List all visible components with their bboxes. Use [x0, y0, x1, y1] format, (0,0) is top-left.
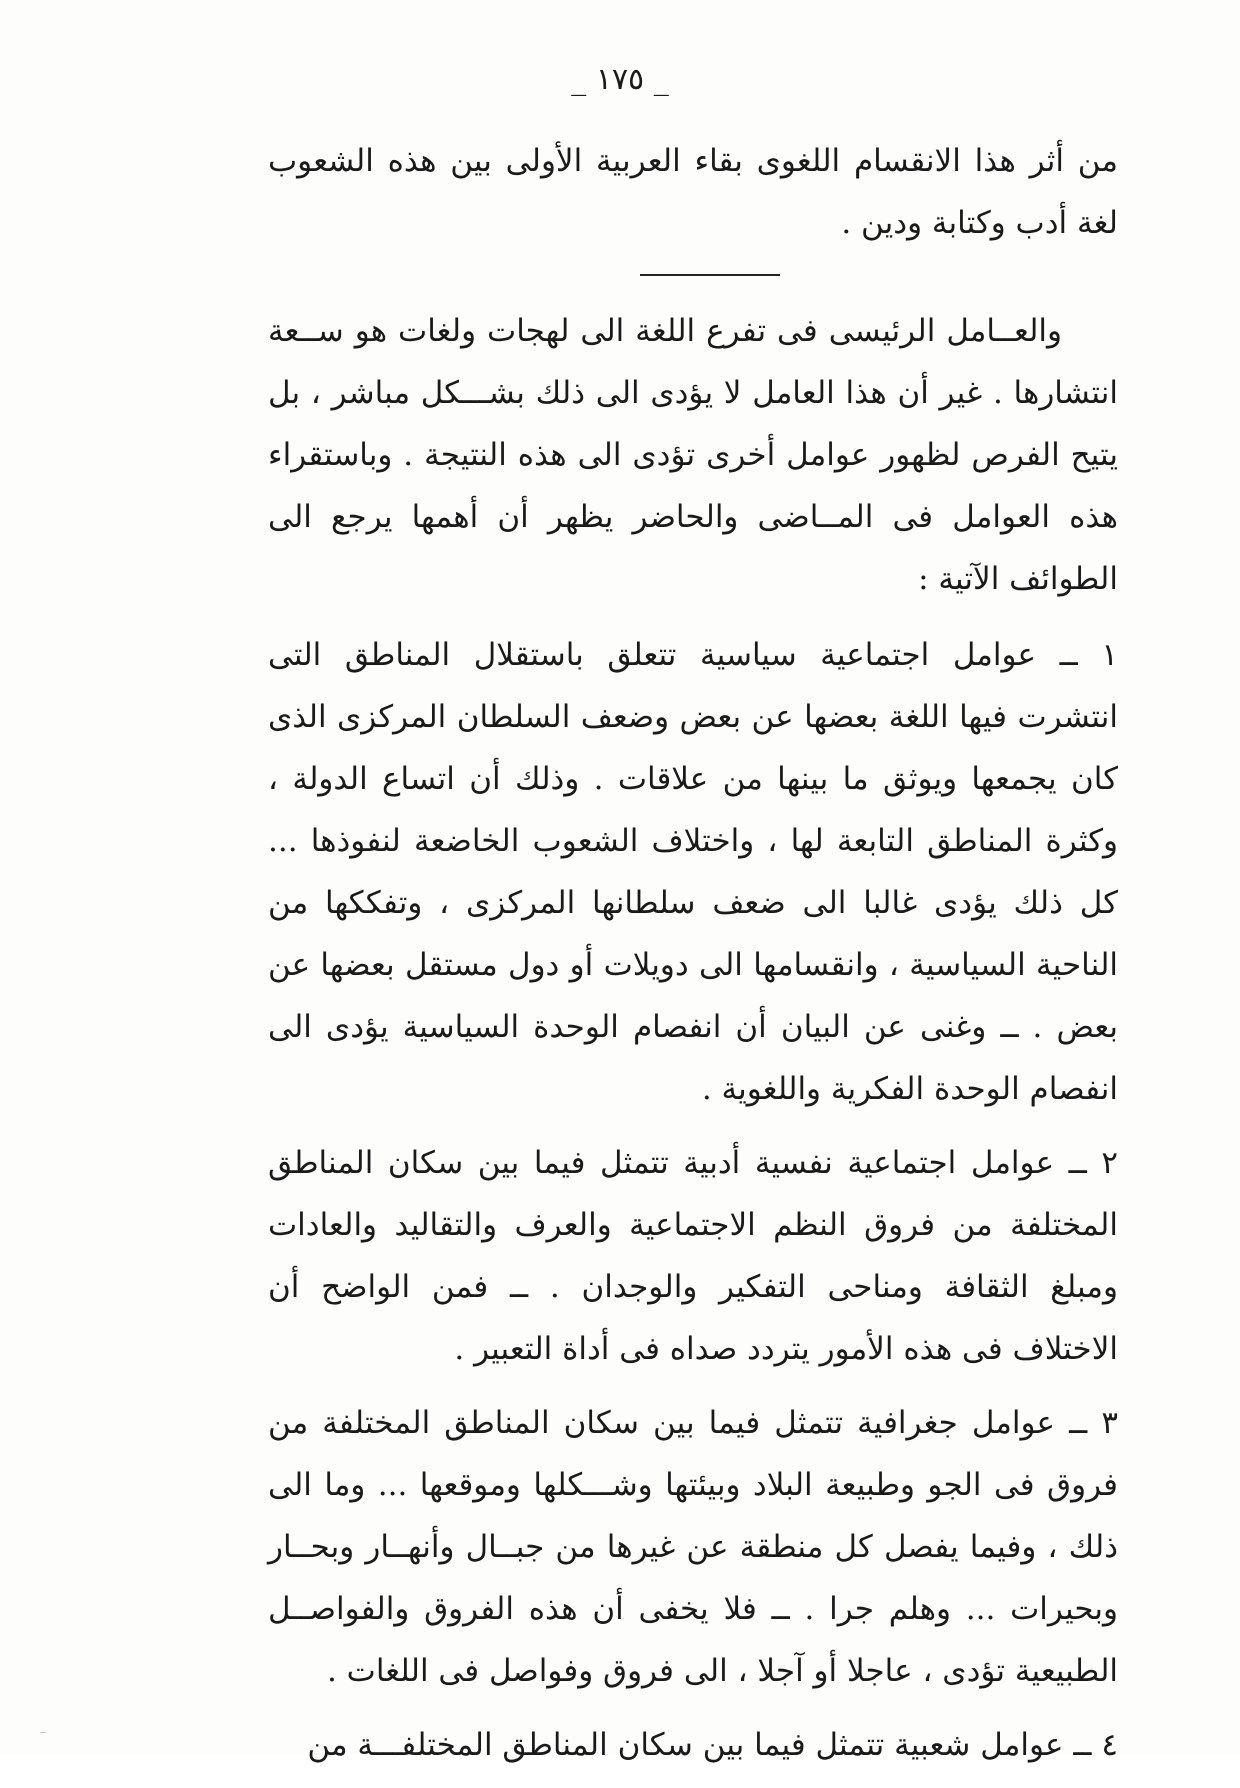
scan-speck — [40, 1732, 46, 1733]
list-item: ٤ ــ عوامل شعبية تتمثل فيما بين سكان المناطق المختلفـــة من — [307, 1727, 1118, 1763]
opening-paragraph: والعــامل الرئيسى فى تفرع اللغة الى لهجات ولغات هو ســعة انتشارها . غير أن هذا العامل لا يؤدى الى ذلك بشـــكل مباشر ، بل يتيح الفرص لظهور عوامل أخرى تؤدى الى هذه النتيجة . وباستقراء هذه العوامل فى المــاضى والحاضر يظهر أن أهمها يرجع الى الطوائف الآتية : — [268, 313, 1118, 597]
body-block — [268, 300, 1118, 1788]
intro-paragraph: من أثر هذا الانقسام اللغوى بقاء العربية الأولى بين هذه الشعوب لغة أدب وكتابة ودين . — [268, 143, 1118, 241]
list-item: ١ ــ عوامل اجتماعية سياسية تتعلق باستقلال المناطق التى انتشرت فيها اللغة بعضها عن بعض وضعف السلطان المركزى الذى كان يجمعها ويوثق ما بينها من علاقات . وذلك أن اتساع الدولة ، وكثرة المناطق التابعة لها ، واختلاف الشعوب الخاضعة لنفوذها ... كل ذلك يؤدى غالبا الى ضعف سلطانها المركزى ، وتفككها من الناحية السياسية ، وانقسامها الى دويلات أو دول مستقل بعضها عن بعض . ــ وغنى عن البيان أن انفصام الوحدة السياسية يؤدى الى انفصام الوحدة الفكرية واللغوية . — [268, 637, 1119, 1107]
list-item: ٣ ــ عوامل جغرافية تتمثل فيما بين سكان المناطق المختلفة من فروق فى الجو وطبيعة البلاد وبيئتها وشـــكلها وموقعها ... وما الى ذلك ، وفيما يفصل كل منطقة عن غيرها من جبــال وأنهــار وبحــار وبحيرات ... وهلم جرا . ــ فلا يخفى أن هذه الفروق والفواصــل الطبيعية تؤدى ، عاجلا أو آجلا ، الى فروق وفواصل فى اللغات . — [268, 1405, 1118, 1689]
section-divider — [640, 274, 780, 276]
page-number: _ ١٧٥ _ — [571, 62, 669, 97]
intro-block — [268, 130, 1118, 268]
list-item: ٢ ــ عوامل اجتماعية نفسية أدبية تتمثل فيما بين سكان المناطق المختلفة من فروق النظم الاجتماعية والعرف والتقاليد والعادات ومبلغ الثقافة ومناحى التفكير والوجدان . ــ فمن الواضح أن الاختلاف فى هذه الأمور يتردد صداه فى أداة التعبير . — [268, 1145, 1118, 1367]
